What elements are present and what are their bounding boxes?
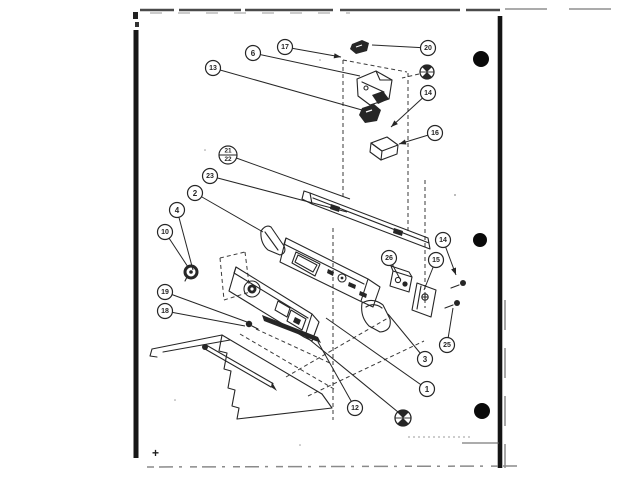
- screw-symbol-layer: [395, 65, 434, 426]
- leader-line: [195, 193, 263, 232]
- leader-line: [326, 318, 427, 389]
- callout-balloon-17: [278, 40, 342, 59]
- balloon-number: 2: [192, 189, 198, 198]
- control-panel-front: [229, 267, 319, 341]
- punch-hole: [474, 403, 490, 419]
- leader-line: [285, 47, 341, 57]
- leader-line: [165, 292, 247, 322]
- speck: [204, 149, 206, 151]
- callout-balloon-split: [219, 146, 350, 199]
- callout-balloon-3: [388, 314, 433, 367]
- grommet-part: [185, 266, 197, 281]
- callout-balloon-16: [399, 126, 443, 145]
- balloon-number-top: 21: [224, 147, 232, 155]
- leader-line: [177, 210, 193, 270]
- trim-strip-part: [262, 315, 321, 343]
- callout-balloon-15: [424, 253, 444, 291]
- leader-line: [165, 311, 245, 326]
- balloon-number: 6: [250, 49, 256, 58]
- callout-balloon-13: [206, 61, 363, 111]
- punch-hole: [473, 51, 489, 67]
- callout-balloon-14: [391, 86, 436, 128]
- leader-line: [388, 314, 425, 359]
- balloon-number: 12: [351, 405, 359, 412]
- balloon-number: 13: [209, 65, 217, 72]
- balloon-number: 4: [174, 206, 180, 215]
- edge-mark: [135, 22, 139, 27]
- control-panel-back: [280, 238, 380, 307]
- leader-line: [372, 45, 428, 48]
- balloon-number: 16: [431, 130, 439, 137]
- balloon-number: 3: [422, 355, 428, 364]
- callout-balloon-20: [372, 41, 436, 56]
- leader-arrowhead: [451, 268, 456, 275]
- balloon-number: 14: [439, 237, 447, 244]
- leader-line: [253, 53, 360, 76]
- phillips-screw-icon: [395, 410, 411, 426]
- punch-hole-layer: [473, 51, 490, 419]
- page-plus-marker: +: [152, 446, 160, 460]
- page-edge-bottom: [147, 466, 522, 467]
- leader-line: [210, 176, 347, 212]
- leader-arrowhead: [334, 53, 341, 58]
- balloon-number: 10: [161, 229, 169, 236]
- leader-line: [228, 155, 350, 199]
- speck: [299, 444, 301, 446]
- callout-balloon-25: [440, 308, 455, 353]
- callout-balloon-10: [158, 225, 189, 268]
- sensor-box-part: [370, 137, 398, 160]
- retainer-clip-part: [359, 104, 381, 123]
- callout-balloon-18: [158, 304, 246, 327]
- small-screw-part: [246, 321, 258, 329]
- screw-leader-lines: [299, 331, 398, 412]
- mounting-clip-part: [350, 40, 369, 54]
- support-bracket-part: [412, 283, 436, 317]
- callout-balloon-2: [188, 186, 264, 233]
- balloon-number: 20: [424, 45, 432, 52]
- callout-balloon-26: [382, 251, 401, 280]
- callout-layer: [158, 40, 457, 416]
- rear-bracket-part: [302, 191, 430, 249]
- side-wedge-part: [261, 226, 285, 255]
- balloon-number: 25: [443, 342, 451, 349]
- clip-bracket-part: [390, 266, 412, 292]
- switch-part: [357, 71, 392, 105]
- edge-mark: [133, 12, 138, 19]
- punch-hole: [473, 233, 487, 247]
- phillips-screw-icon: [420, 65, 434, 79]
- connecting-rod-part: [202, 344, 277, 391]
- balloon-number: 15: [432, 257, 440, 264]
- balloon-number-bottom: 22: [224, 156, 232, 164]
- leader-line: [213, 68, 362, 110]
- balloon-number: 17: [281, 44, 289, 51]
- leader-arrowhead: [399, 139, 406, 144]
- speck: [454, 194, 456, 196]
- chassis-outline: [150, 335, 332, 419]
- balloon-number: 1: [424, 385, 430, 394]
- speck: [319, 59, 321, 61]
- balloon-number: 18: [161, 308, 169, 315]
- side-screw-a: [451, 280, 466, 288]
- callout-balloon-4: [170, 203, 194, 271]
- balloon-number: 23: [206, 173, 214, 180]
- callout-balloon-12: [318, 342, 363, 416]
- pocket-part: [362, 300, 391, 332]
- leader-line: [318, 342, 355, 408]
- side-screw-b: [445, 300, 460, 308]
- balloon-number: 14: [424, 90, 432, 97]
- balloon-number: 26: [385, 255, 393, 262]
- balloon-number: 19: [161, 289, 169, 296]
- speck: [174, 399, 176, 401]
